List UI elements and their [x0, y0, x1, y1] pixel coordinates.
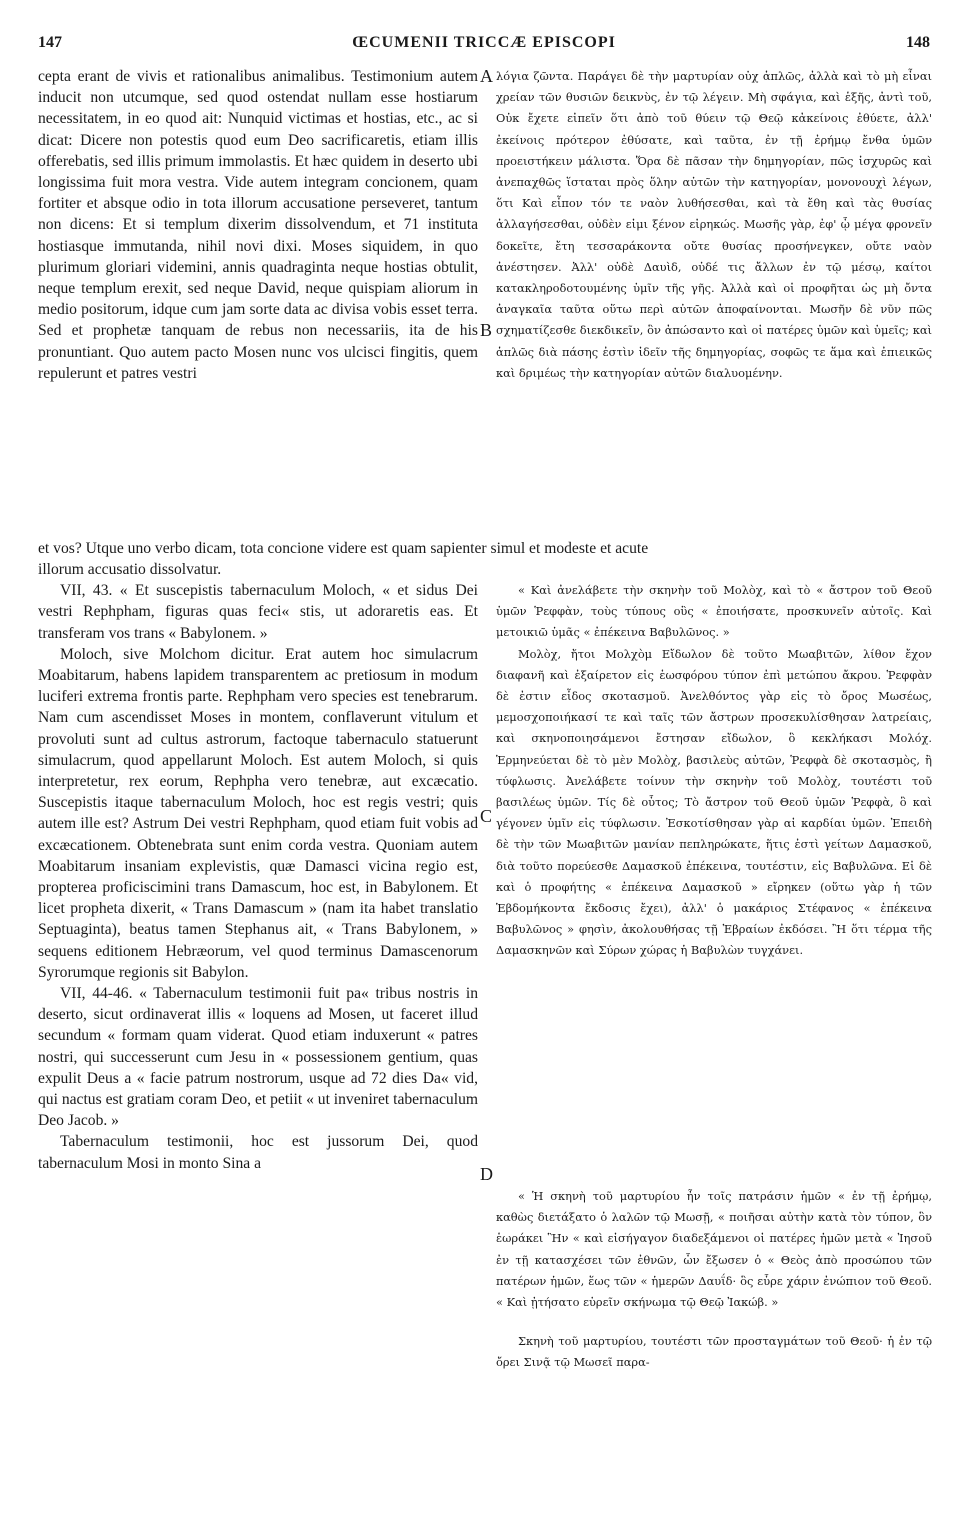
latin-commentary: Tabernaculum testimonii, hoc est jussorum Dei, quod tabernaculum Mosi in monto Sina a	[38, 1133, 478, 1172]
latin-verse-quote: VII, 43. « Et suscepistis tabernaculum Moloch, « et sidus Dei vestri Rephpham, figuras quas feci« stis, ut adoraretis eas. Et transferam vos trans « Babylonem. »	[38, 582, 478, 642]
running-header	[38, 34, 930, 56]
latin-column-section-2	[38, 559, 478, 1459]
margin-marker-d: D	[480, 1164, 493, 1184]
margin-marker-c: C	[480, 806, 493, 826]
greek-column-section-2	[496, 580, 932, 958]
greek-commentary: Μολὸχ, ἤτοι Μολχὸμ Εἴδωλον δὲ τοῦτο Μωαβιτῶν, λίθον ἔχον διαφανῆ καὶ ἐξαίρετον εἰς ἑωσφόρου τύπον ἐπὶ μετώπου ἄκρου. Ῥεφφὰν δὲ ἐστιν εἶδος σκοτασμοῦ. Ἀνελθόντος γὰρ εἰς τὸ ὄρος Μωσέως, μεμοσχοποιήκασί τε καὶ ταῖς τῶν ἄστρων προσεκυλίσθησαν λατρείαις, καὶ σκηνοποιησάμενοι ἔστησαν εἴδωλον, ὃ κεκλήκασι Μολόχ. Ἑρμηνεύεται δὲ τὸ μὲν Μολὸχ, βασιλεὺς αὐτῶν, Ῥεφφὰ δὲ σκοτασμὸς, ἢ τύφλωσις. Ἀνελάβετε τοίνυν τὴν σκηνὴν τοῦ Μολὸχ, τουτέστι τοῦ βασιλέως ὑμῶν. Τίς δὲ οὗτος; Τὸ ἄστρον τοῦ Θεοῦ ὑμῶν Ῥεφφὰ, ὃ καὶ γέγονεν ὑμῖν εἰς τύφλωσιν. Ἐσκοτίσθησαν γὰρ αἱ καρδίαι ὑμῶν. Ἐπειδὴ δὲ τὴν τῶν Μωαβιτῶν μανίαν πεπληρώκατε, ἥτις ἐστὶ γείτων Δαμασκοῦ, διὰ τοῦτο πορεύεσθε Δαμασκοῦ ἐπέκεινα, τουτέστιν, εἰς Βαβυλῶνα. Εἰ δὲ καὶ ὁ προφήτης « ἐπέκεινα Δαμασκοῦ » εἴρηκεν (οὕτω γὰρ ἡ τῶν Ἑβδομήκοντα ἔκδοσις ἔχει), ἀλλ' ὁ μακάριος Στέφανος « ἐπέκεινα Βαβυλῶνος » φησὶν, ἀκολουθήσας τῇ Ἑβραίων ἐκδόσει. Ἢ ὅτι τέρμα τῆς Δαμασκηνῶν καὶ Σύρων χώρας ἡ Βαβυλὼν τυγχάνει.	[496, 646, 932, 958]
margin-marker-a: A	[480, 66, 493, 86]
latin-commentary: Moloch, sive Molchom dicitur. Erat autem hoc simulacrum Moabitarum, habens lapidem transparentem ac pretiosum in modum luciferi extrema frontis parte. Rephpham vero species est tenebrarum. Nam cum ascendisset Moses in montem, conflaverunt vitulum et provoluti sunt ad cultus astrorum, factoque tabernaculo statuerunt simulacrum, quod appellarunt Moloch. Est autem Moloch, si quis interpretetur, rex eorum, Rephpha vero tenebræ, aut excæcatio. Suscepistis itaque tabernaculum Moloch, hoc est regis vestri; quis autem ille est? Astrum Dei vestri Rephpham, quod etiam fuit vobis ad excæcationem. Obtenebrata sunt enim corda vestra. Quoniam autem Moabitarum insaniam explevistis, quæ Damasci vicina regio est, propterea proficiscimini trans Damascum, hoc est, in Babylonem. Et licet propheta dixerit, « Trans Damascum » (nam ita habet translatio Septuaginta), beatus tamen Stephanus ait, « Trans Babylonem, » sequens editionem Hebræorum, vel quod terminus Damascenorum Syrorumque regionis sit Babylon.	[38, 645, 478, 981]
latin-continuation: illorum accusatio dissolvatur.	[38, 561, 222, 578]
latin-paragraph: cepta erant de vivis et rationalibus animalibus. Testimonium autem inducit non utcumque, sed quod ostendat nullam esse hostiarum necessitatem, in eo quod ait: Nunquid victimas et hostias, etc., ac si dicat: Dicere non potestis quod eum Deo sacrificaretis, etiam illis offerebatis, sed illis primum immolastis. Et hæc quidem in deserto ubi longissima fuit mora vestra. Vide autem integram concionem, quam fortiter et absque odio in tota illorum accusatione perseveret, tantum non dicens: Et si templum dixerim dissolvendum, et 71 instituta hostiasque immutanda, nihil novi dixi. Moses siquidem, in quo plurimum gloriari videmini, annis quadraginta neque hostias obtulit, neque templum erexit, sed neque David, neque quispiam aliorum in medio positorum, idque cum jam sorte data ac divisa vobis esset terra. Sed et prophetæ tanquam de rebus non necessariis, ita de his pronuntiant. Quo autem pacto Mosen nunc vos ulcisci fingitis, quem repulerunt et patres vestri	[38, 68, 478, 382]
greek-verse-quote: « Καὶ ἀνελάβετε τὴν σκηνὴν τοῦ Μολὸχ, καὶ τὸ « ἄστρον τοῦ Θεοῦ ὑμῶν Ῥεφφὰν, τοὺς τύπους οὓς « ἐποιήσατε, προσκυνεῖν αὐτοῖς. Καὶ μετοικιῶ ὑμᾶς « ἐπέκεινα Βαβυλῶνος. »	[496, 583, 932, 640]
page-number-left: 147	[38, 34, 62, 51]
greek-column-section-3	[496, 1186, 932, 1506]
fullwidth-line: et vos? Utque uno verbo dicam, tota concione videre est quam sapienter simul et modeste et acute	[38, 540, 649, 557]
greek-verse-quote: « Ἡ σκηνὴ τοῦ μαρτυρίου ἦν τοῖς πατράσιν ἡμῶν « ἐν τῇ ἐρήμῳ, καθὼς διετάξατο ὁ λαλῶν τῷ Μωσῇ, « ποιῆσαι αὐτὴν κατὰ τὸν τύπον, ὃν ἑωράκει Ἣν « καὶ εἰσήγαγον διαδεξάμενοι οἱ πατέρες ἡμῶν μετὰ « Ἰησοῦ ἐν τῇ κατασχέσει τῶν ἐθνῶν, ὧν ἔξωσεν ὁ « Θεὸς ἀπὸ προσώπου τῶν πατέρων ἡμῶν, ἕως τῶν « ἡμερῶν Δαυΐδ· ὃς εὗρε χάριν ἐνώπιον τοῦ Θεοῦ. « Καὶ ᾐτήσατο εὑρεῖν σκήνωμα τῷ Θεῷ Ἰακώβ. »	[496, 1189, 932, 1310]
latin-verse-quote: VII, 44-46. « Tabernaculum testimonii fuit pa« tribus nostris in deserto, sicut ordinaverat illis « loquens ad Mosen, ut faceret illud secundum « formam quam viderat. Quod etiam induxerunt « patres nostri, qui successerunt cum Jesu in « possessionem gentium, quas expulit Deus a « facie patrum nostrorum, usque ad 72 dies Da« vid, qui nactus est gratiam coram Deo, et petiit « ut inveniret tabernaculum Deo Jacob. »	[38, 985, 478, 1130]
running-title: ŒCUMENII TRICCÆ EPISCOPI	[352, 34, 616, 51]
page-number-right: 148	[906, 34, 930, 51]
greek-commentary: Σκηνὴ τοῦ μαρτυρίου, τουτέστι τῶν προσταγμάτων τοῦ Θεοῦ· ἡ ἐν τῷ ὄρει Σινᾷ τῷ Μωσεῖ παρα-	[496, 1334, 932, 1370]
latin-column-section-1	[38, 66, 478, 536]
margin-marker-b: B	[480, 320, 493, 340]
greek-paragraph: λόγια ζῶντα. Παράγει δὲ τὴν μαρτυρίαν οὐχ ἁπλῶς, ἀλλὰ καὶ τὸ μὴ εἶναι χρείαν τῶν θυσιῶν δεικνὺς, ἐν τῷ λέγειν. Μὴ σφάγια, καὶ ἑξῆς, ἀντὶ τοῦ, Οὐκ ἔχετε εἰπεῖν ὅτι ἀπὸ τοῦ θύειν τῷ Θεῷ κἀκείνοις ἐθύετε, ἀλλ' ἐκείνοις πρότερον ἐθύσατε, καὶ ταῦτα, ἐν τῇ ἐρήμῳ ἔνθα ὑμῶν προειστήκειν μάλιστα. Ὅρα δὲ πᾶσαν τὴν δημηγορίαν, πῶς ἰσχυρῶς καὶ ἀνεπαχθῶς ἵσταται πρὸς ὅλην αὐτῶν τὴν κατηγορίαν, μονονουχὶ λέγων, ὅτι Καὶ εἶπον τόν τε ναὸν λυθήσεσθαι, καὶ τὰ ἔθη καὶ τὰς θυσίας ἀλλαγήσεσθαι, οὐδὲν εἰμι ξένον εἰρηκώς. Μωσῆς γὰρ, ἐφ' ᾧ μέγα φρονεῖν δοκεῖτε, ἔτη τεσσαράκοντα οὔτε θυσίας προσήνεγκεν, οὔτε ναὸν ἀνέστησεν. Ἀλλ' οὐδὲ Δαυὶδ, οὐδέ τις ἄλλων ἐν τῷ μέσῳ, καίτοι κατακληροδοτουμένης ὑμῖν τῆς γῆς. Ἀλλὰ καὶ οἱ προφῆται ὡς μὴ ὄντα ἀναγκαῖα ταῦτα οὕτω περὶ αὐτῶν ἀποφαίνονται. Μωσῆν δὲ νῦν πῶς σχηματίζεσθε διεκδικεῖν, ὃν ἀπώσαντο καὶ οἱ πατέρες ὑμῶν καὶ ὑμεῖς; καὶ ἁπλῶς διὰ πάσης ἐστὶν ἰδεῖν τῆς δημηγορίας, σοφῶς τε ἅμα καὶ ἐπιεικῶς καὶ δριμέως τὴν κατηγορίαν αὐτῶν διαλυομένην.	[496, 69, 932, 380]
greek-column-section-1	[496, 66, 932, 536]
